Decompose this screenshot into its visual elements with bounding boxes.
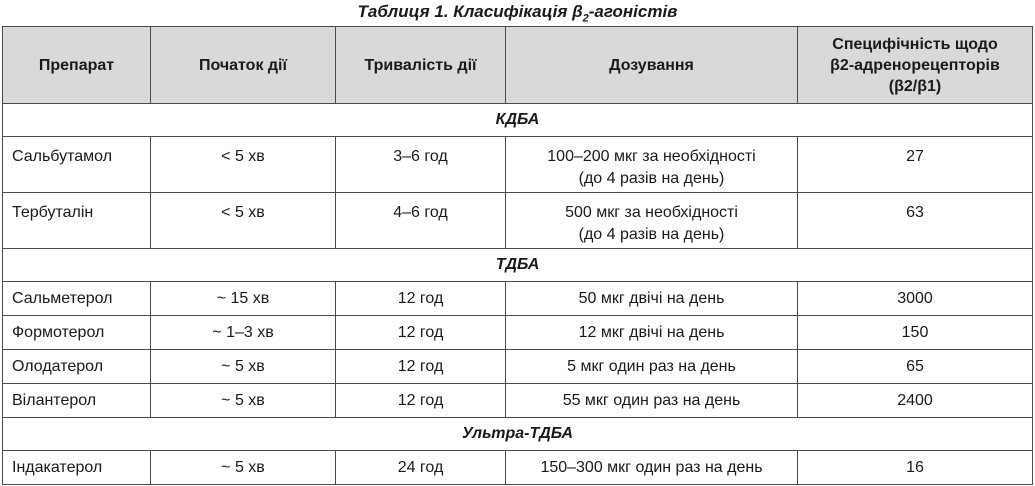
drug-name: Формотерол [3, 316, 151, 350]
onset-cell: ~ 5 хв [151, 384, 336, 418]
header-drug: Препарат [3, 27, 151, 104]
specificity-cell: 16 [798, 451, 1033, 485]
onset-cell: < 5 хв [151, 137, 336, 193]
header-duration: Тривалість дії [336, 27, 506, 104]
dosage-note: (до 4 разів на день) [578, 170, 725, 187]
dosage-cell: 150–300 мкг один раз на день [506, 451, 798, 485]
duration-cell: 3–6 год [336, 137, 506, 193]
dosage-line: 100–200 мкг за необхідності [547, 148, 756, 165]
specificity-cell: 63 [798, 193, 1033, 249]
dosage-cell [506, 193, 798, 249]
specificity-cell: 27 [798, 137, 1033, 193]
duration-cell: 12 год [336, 350, 506, 384]
table-row [3, 350, 1033, 384]
table-row [3, 282, 1033, 316]
header-dosage: Дозування [506, 27, 798, 104]
table-row [3, 137, 1033, 193]
drug-name: Сальбутамол [3, 137, 151, 193]
drug-name: Вілантерол [3, 384, 151, 418]
duration-cell: 12 год [336, 282, 506, 316]
group-title: Ультра-ТДБА [3, 418, 1033, 451]
table-row [3, 193, 1033, 249]
duration-cell: 4–6 год [336, 193, 506, 249]
duration-cell: 12 год [336, 384, 506, 418]
table-caption: Таблиця 1. Класифікація $\beta_2$-агоністів [357, 2, 678, 25]
dosage-cell [506, 137, 798, 193]
duration-cell: 12 год [336, 316, 506, 350]
duration-cell: 24 год [336, 451, 506, 485]
dosage-note: (до 4 разів на день) [578, 226, 725, 243]
drug-name: Тербуталін [3, 193, 151, 249]
table-header-row [3, 27, 1033, 104]
table-row [3, 451, 1033, 485]
dosage-cell: 50 мкг двічі на день [506, 282, 798, 316]
onset-cell: ~ 5 хв [151, 350, 336, 384]
group-title: ТДБА [3, 249, 1033, 282]
group-row-ultra-laba [3, 418, 1033, 451]
group-row-laba [3, 249, 1033, 282]
onset-cell: < 5 хв [151, 193, 336, 249]
onset-cell: ~ 1–3 хв [151, 316, 336, 350]
dosage-cell: 55 мкг один раз на день [506, 384, 798, 418]
specificity-cell: 2400 [798, 384, 1033, 418]
table-row [3, 384, 1033, 418]
onset-cell: ~ 5 хв [151, 451, 336, 485]
drug-name: Олодатерол [3, 350, 151, 384]
specificity-cell: 65 [798, 350, 1033, 384]
header-onset: Початок дії [151, 27, 336, 104]
onset-cell: ~ 15 хв [151, 282, 336, 316]
header-specificity: Специфічність щодо β2-адренорецепторів (β2/β1) [798, 27, 1033, 104]
dosage-cell: 5 мкг один раз на день [506, 350, 798, 384]
drug-name: Сальметерол [3, 282, 151, 316]
specificity-cell: 150 [798, 316, 1033, 350]
beta2-agonists-table [2, 26, 1033, 485]
drug-name: Індакатерол [3, 451, 151, 485]
dosage-cell: 12 мкг двічі на день [506, 316, 798, 350]
table-row [3, 316, 1033, 350]
group-title: КДБА [3, 104, 1033, 137]
dosage-line: 500 мкг за необхідності [565, 204, 738, 221]
specificity-cell: 3000 [798, 282, 1033, 316]
group-row-sabа [3, 104, 1033, 137]
